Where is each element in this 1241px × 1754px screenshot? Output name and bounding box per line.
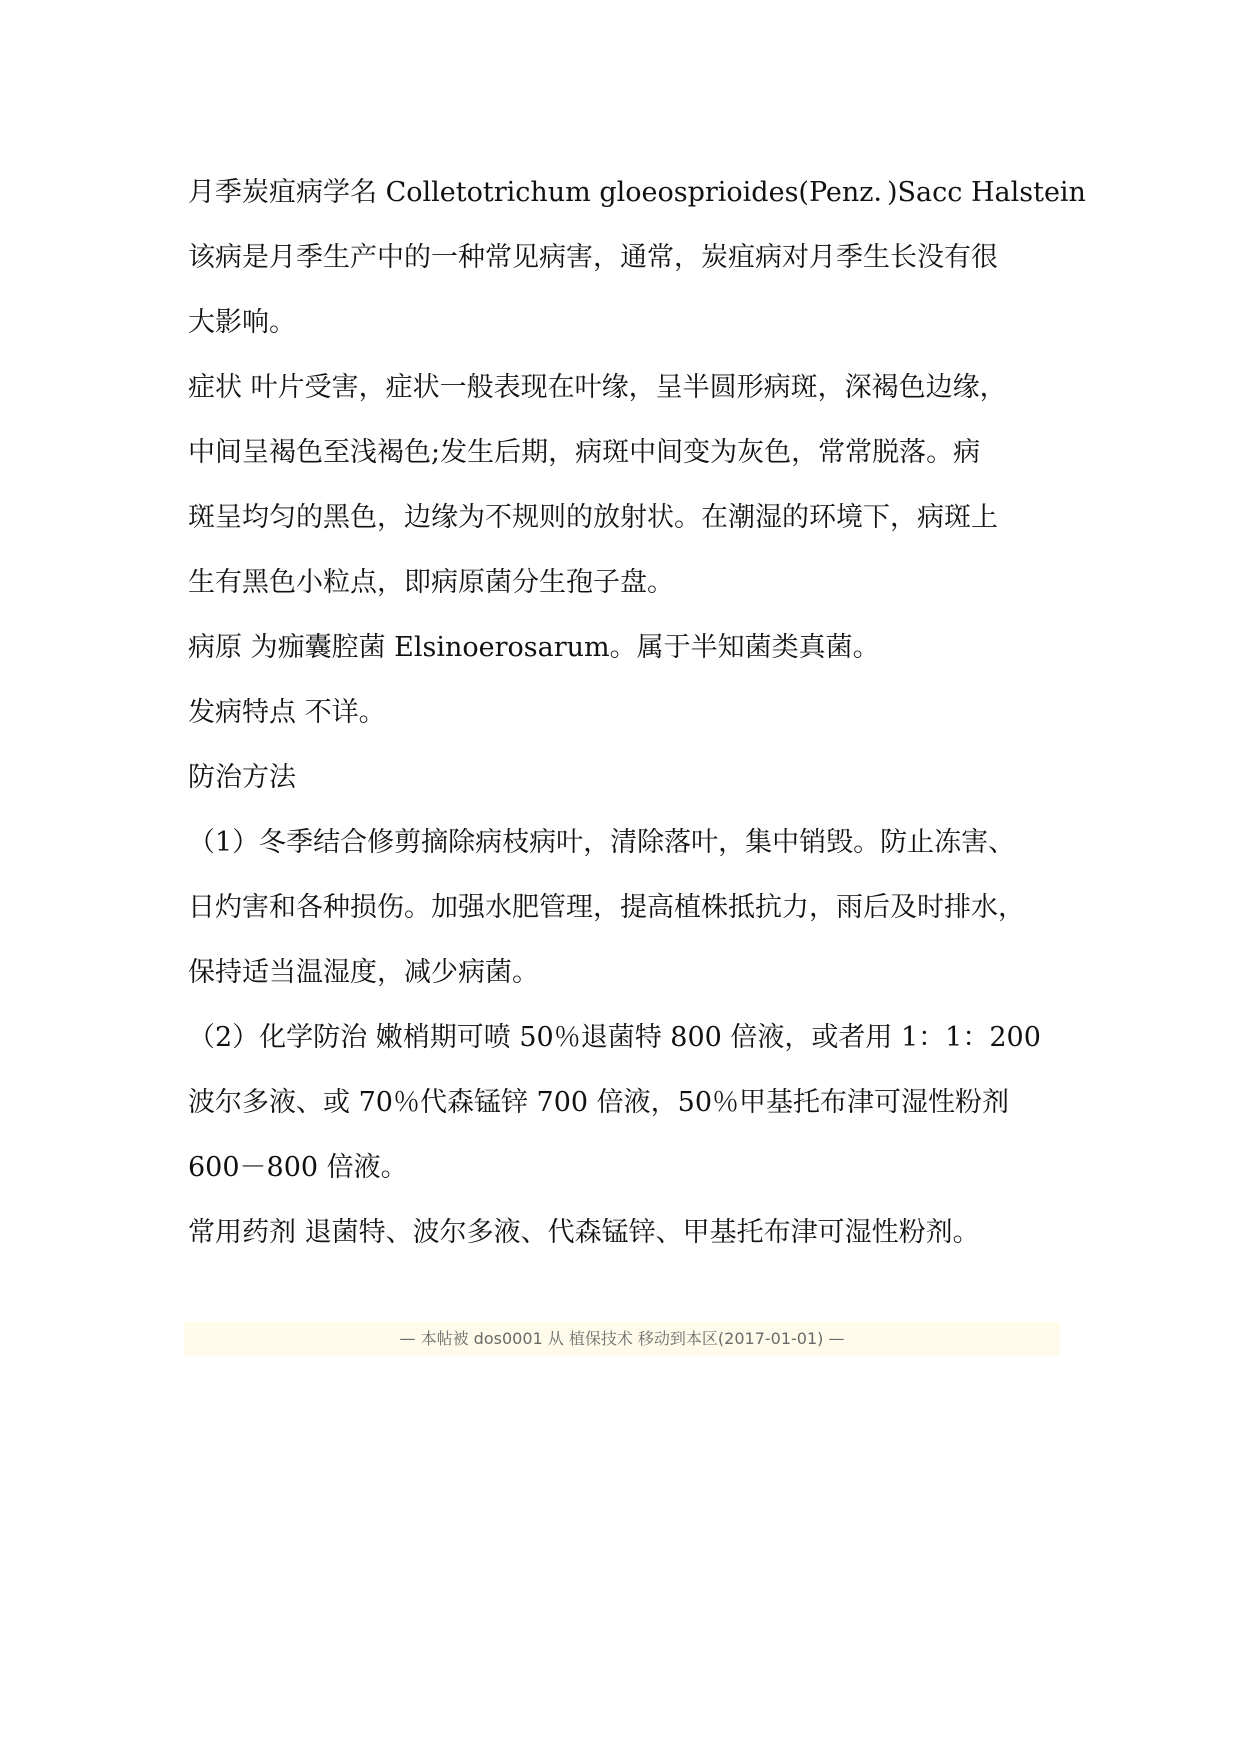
text-line: 生有黑色小粒点，即病原菌分生孢子盘。 [188, 567, 674, 598]
article-body [188, 160, 1086, 1265]
text-line: 月季炭疽病学名 Colletotrichum gloeosprioides(Penz．)Sacc Halstein [188, 177, 1086, 208]
text-line: 该病是月季生产中的一种常见病害，通常，炭疽病对月季生长没有很 [188, 242, 998, 273]
text-line: 600－800 倍液。 [188, 1152, 408, 1183]
text-line: 斑呈均匀的黑色，边缘为不规则的放射状。在潮湿的环境下，病斑上 [188, 502, 998, 533]
text-line: 波尔多液、或 70％代森锰锌 700 倍液，50％甲基托布津可湿性粉剂 [188, 1087, 1009, 1118]
text-line: 症状 叶片受害，症状一般表现在叶缘，呈半圆形病斑，深褐色边缘， [188, 372, 1007, 403]
text-line: （1）冬季结合修剪摘除病枝病叶，清除落叶，集中销毁。防止冻害、 [188, 827, 1016, 858]
text-line: 发病特点 不详。 [188, 697, 386, 728]
text-line: 常用药剂 退菌特、波尔多液、代森锰锌、甲基托布津可湿性粉剂。 [188, 1217, 980, 1248]
text-line: 保持适当温湿度，减少病菌。 [188, 957, 539, 988]
move-notice: — 本帖被 dos0001 从 植保技术 移动到本区(2017-01-01) — [184, 1322, 1060, 1356]
text-line: 防治方法 [188, 762, 296, 793]
text-line: 中间呈褐色至浅褐色;发生后期，病斑中间变为灰色，常常脱落。病 [188, 437, 981, 468]
text-line: （2）化学防治 嫩梢期可喷 50％退菌特 800 倍液，或者用 1：1：200 [188, 1022, 1041, 1053]
text-line: 大影响。 [188, 307, 296, 338]
text-line: 病原 为痂囊腔菌 Elsinoerosarum。属于半知菌类真菌。 [188, 632, 880, 663]
text-line: 日灼害和各种损伤。加强水肥管理，提高植株抵抗力，雨后及时排水， [188, 892, 1025, 923]
